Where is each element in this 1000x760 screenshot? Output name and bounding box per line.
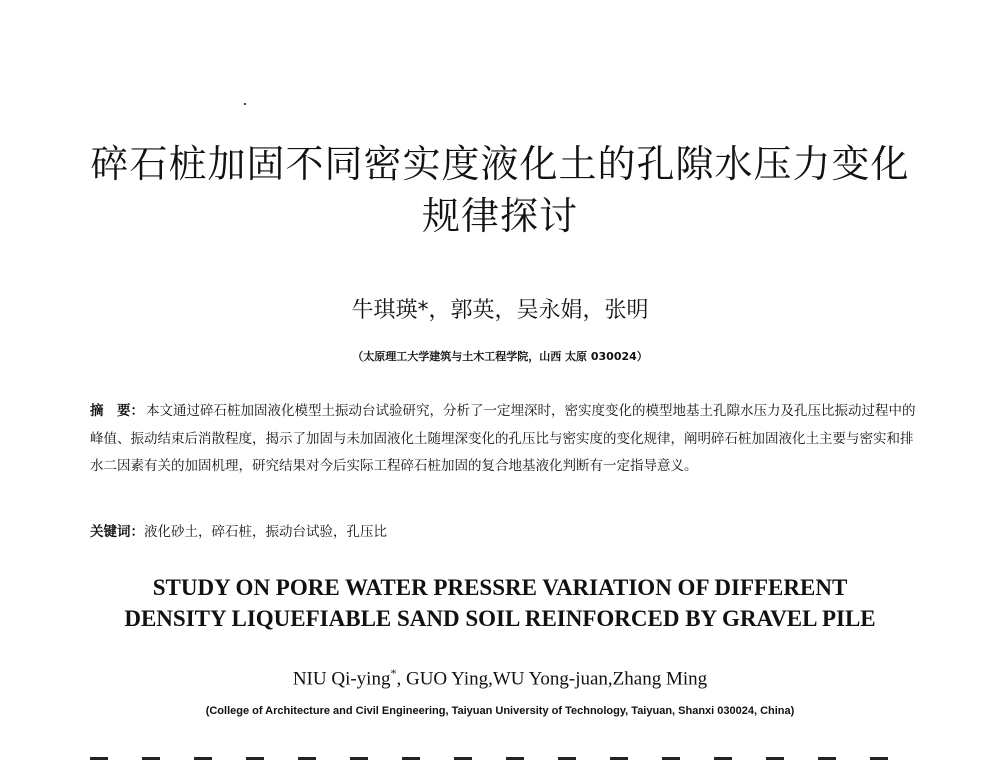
paper-title-en [0, 572, 1000, 634]
author-first: NIU Qi-ying [292, 668, 391, 690]
paper-title-en-line1: STUDY ON PORE WATER PRESSRE VARIATION OF DIFFERENT [152, 575, 848, 600]
abstract-cn [90, 398, 922, 481]
authors-cn: 牛琪瑛*，郭英，吴永娟，张明 [351, 298, 649, 323]
paper-title-cn-line2: 规律探讨 [421, 194, 578, 238]
authors-en [0, 666, 1000, 690]
authors-rest: , GUO Ying,WU Yong-juan,Zhang Ming [396, 668, 708, 690]
keywords-label: 关键词： [90, 524, 144, 540]
keywords-text: 液化砂土，碎石桩，振动台试验，孔压比 [144, 524, 387, 540]
paper-title-en-line2: DENSITY LIQUEFIABLE SAND SOIL REINFORCED BY GRAVEL PILE [124, 606, 876, 631]
affiliation-en: (College of Architecture and Civil Engineering, Taiyuan University of Technology, Taiyuan, Shanxi 030024, China) [205, 705, 795, 717]
paper-title-cn-line1: 碎石桩加固不同密实度液化土的孔隙水压力变化 [90, 142, 910, 186]
abstract-label: 摘 要： [90, 403, 144, 419]
scan-speck [244, 103, 246, 105]
affiliation-cn: （太原理工大学建筑与土木工程学院，山西 太原 030024） [352, 350, 648, 363]
abstract-text: 本文通过碎石桩加固液化模型土振动台试验研究，分析了一定埋深时，密实度变化的模型地基土孔隙水压力及孔压比振动过程中的峰值、振动结束后消散程度，揭示了加固与未加固液化土随埋深变化的孔压比与密实度的变化规律，阐明碎石桩加固液化土主要与密实和排水二因素有关的加固机理，研究结果对今后实际工程碎石桩加固的复合地基液化判断有一定指导意义。 [90, 403, 916, 474]
cut-off-text-line [90, 748, 922, 760]
corresponding-mark: * [390, 666, 397, 680]
keywords-cn [90, 520, 922, 540]
paper-title-cn [0, 138, 1000, 242]
